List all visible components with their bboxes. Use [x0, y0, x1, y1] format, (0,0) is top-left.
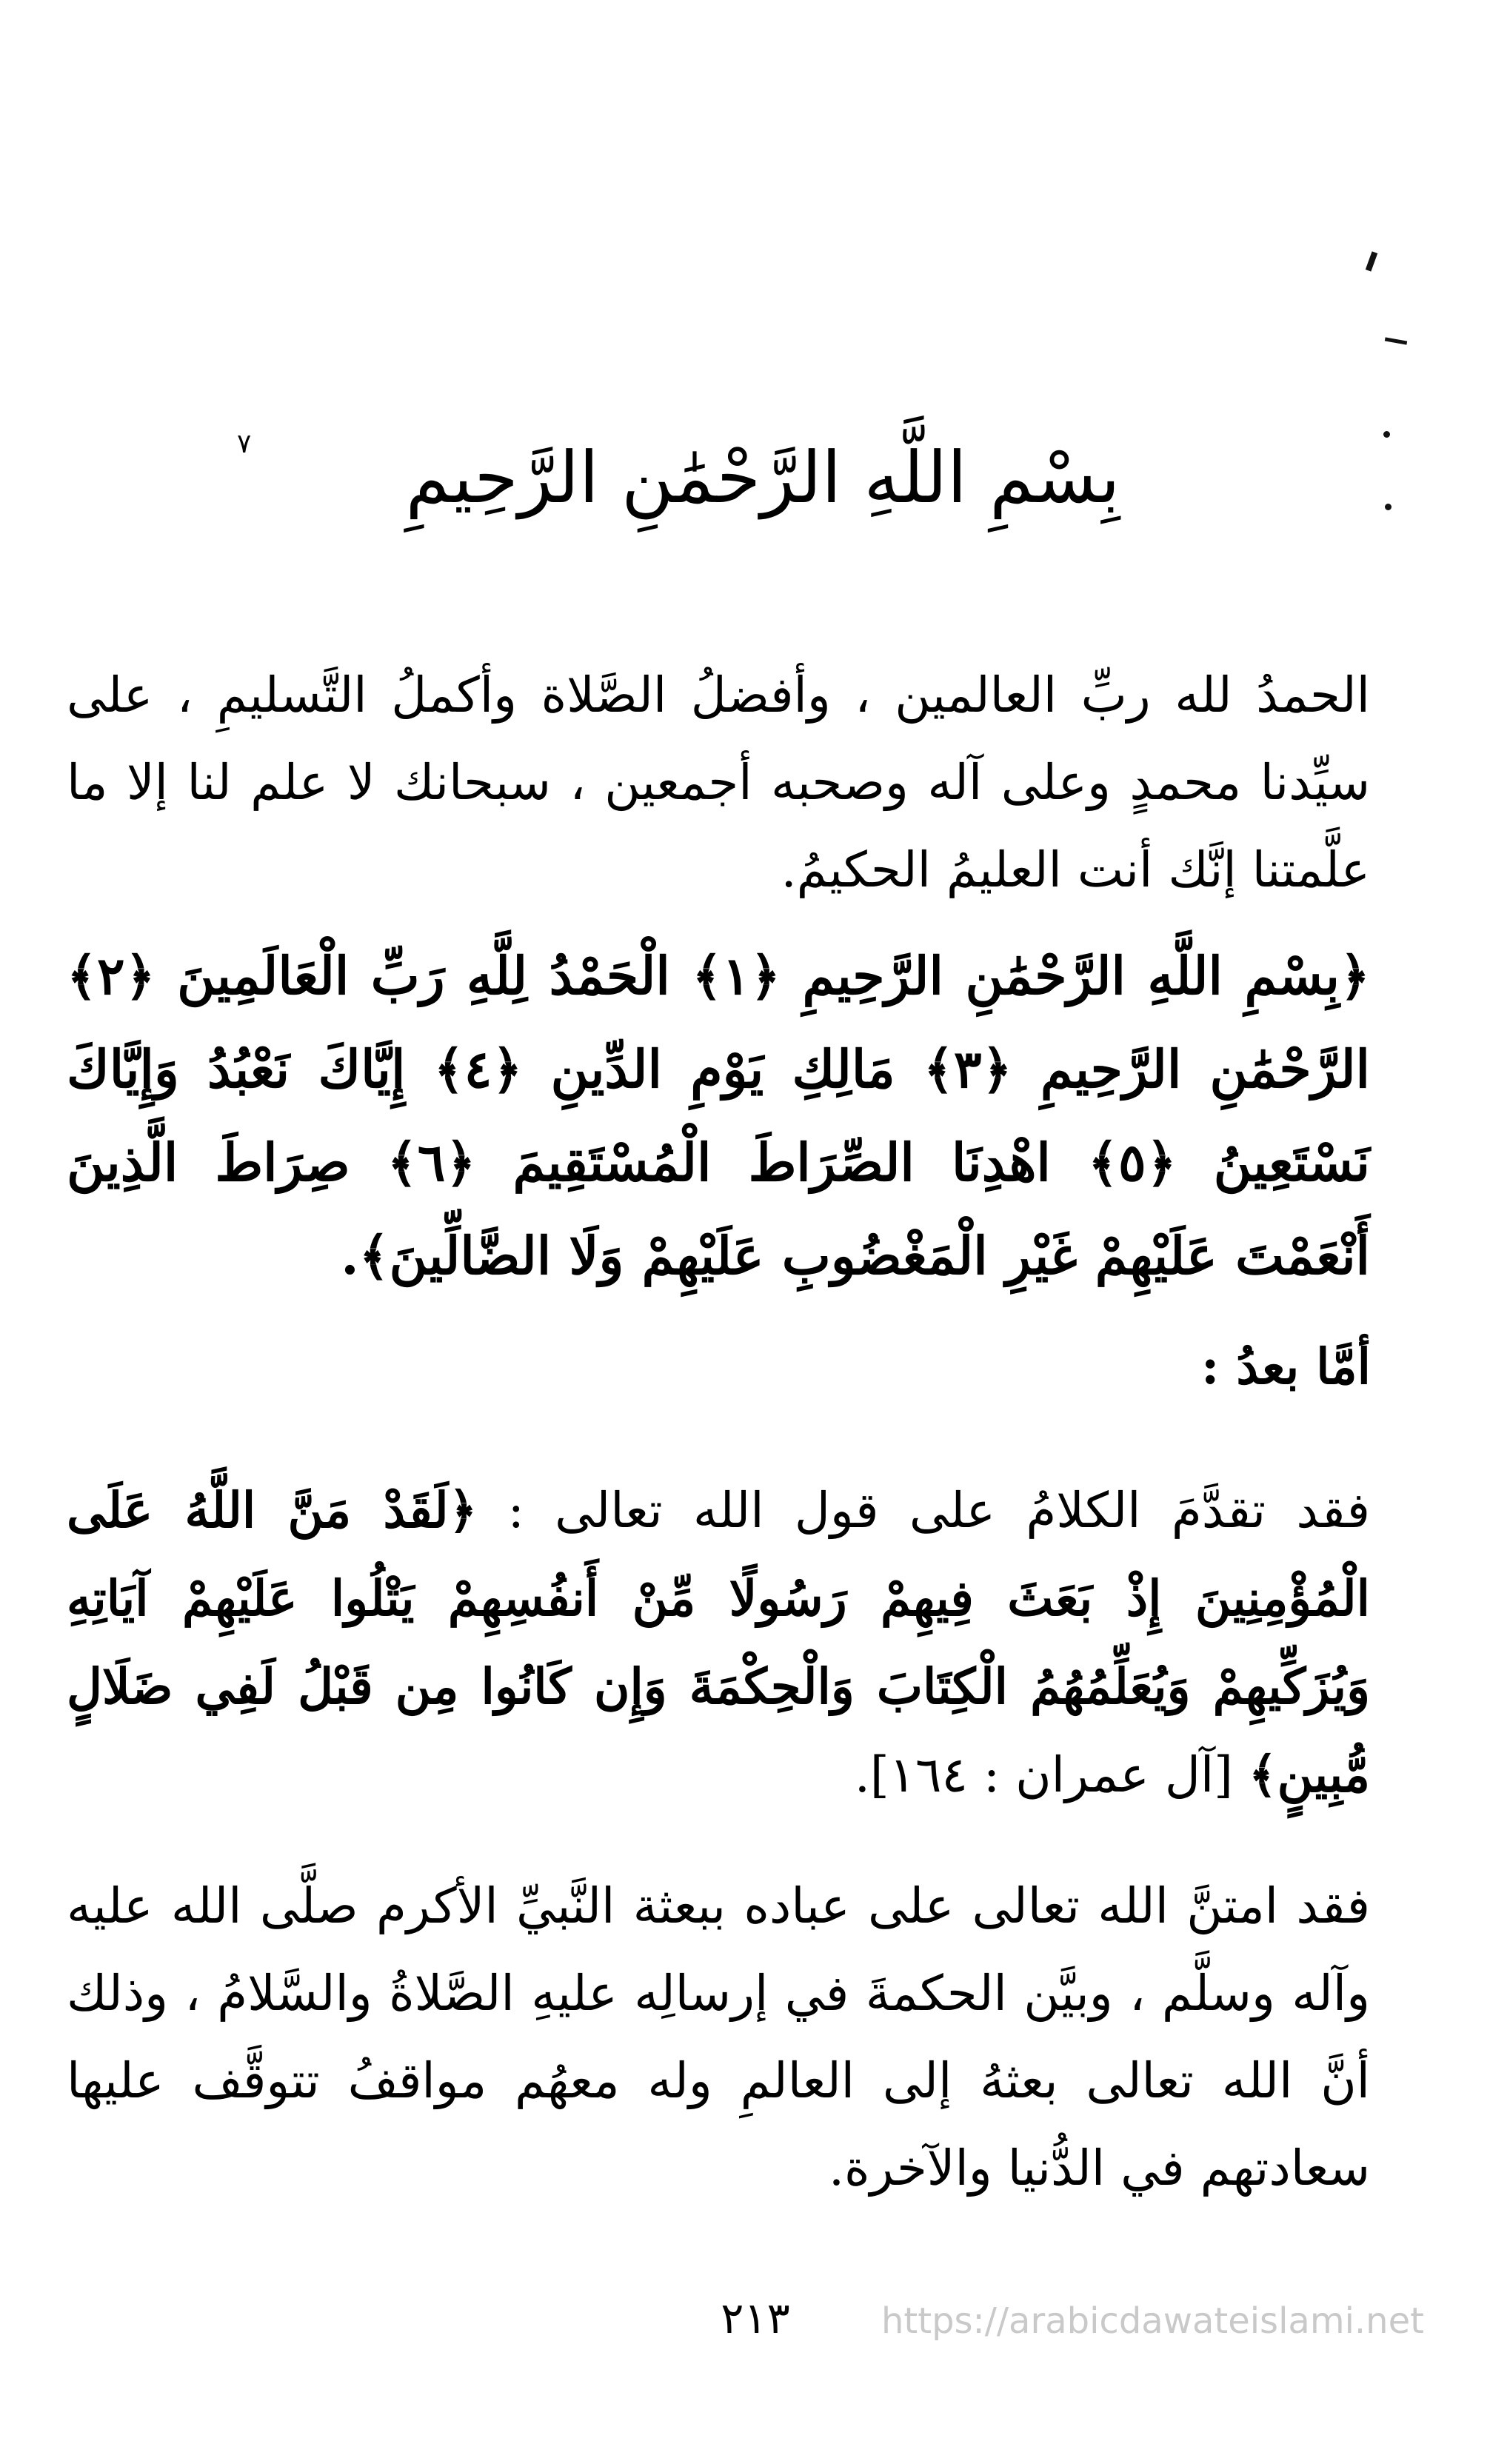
- quran-fatiha-passage: [67, 929, 1370, 1315]
- margin-dot: [1385, 504, 1392, 510]
- basmala-heading: بِسْمِ اللَّهِ الرَّحْمَٰنِ الرَّحِيمِ: [405, 436, 1120, 519]
- verse-quote: ﴿لَقَدْ مَنَّ اللَّهُ عَلَى الْمُؤْمِنِينَ إِذْ بَعَثَ فِيهِمْ رَسُولًا مِّنْ أَنفُسِهِمْ يَتْلُوا عَلَيْهِمْ آيَاتِهِ وَيُزَكِّيهِمْ وَيُعَلِّمُهُمُ الْكِتَابَ وَالْحِكْمَةَ وَإِن كَانُوا مِن قَبْلُ لَفِي ضَلَالٍ مُّبِينٍ﴾: [67, 1481, 1370, 1803]
- verse-paragraph: [67, 1466, 1370, 1852]
- closing-paragraph: [67, 1863, 1370, 2218]
- closing-paragraph-text: فقد امتنَّ الله تعالى على عباده ببعثة النَّبيِّ الأكرم صلَّى الله عليه وآله وسلَّم ، وبيَّن الحكمةَ في إرسالِه عليهِ الصَّلاةُ والسَّلامُ ، وذلك أنَّ الله تعالى بعثهُ إلى العالمِ وله معهُم مواقفُ تتوقَّف عليها سعادتهم في الدُّنيا والآخرة.: [67, 1877, 1370, 2197]
- margin-mark: [1385, 337, 1407, 344]
- margin-dot: [1383, 431, 1390, 438]
- watermark-url: https://arabicdawateislami.net: [881, 2300, 1424, 2342]
- verse-lead: فقد تقدَّمَ الكلامُ على قول الله تعالى :: [477, 1482, 1370, 1539]
- intro-paragraph: [67, 652, 1370, 918]
- basmala-verse-marker: ٧: [237, 429, 252, 459]
- verse-citation: [آل عمران : ١٦٤].: [854, 1746, 1249, 1803]
- section-heading: أمَّا بعدُ :: [1201, 1338, 1371, 1395]
- verse-paragraph-text: [67, 1466, 1370, 1819]
- page-number: ٢١٣: [721, 2293, 790, 2343]
- quran-fatiha-text: ﴿بِسْمِ اللَّهِ الرَّحْمَٰنِ الرَّحِيمِ ﴿١﴾ الْحَمْدُ لِلَّهِ رَبِّ الْعَالَمِينَ ﴿٢﴾ الرَّحْمَٰنِ الرَّحِيمِ ﴿٣﴾ مَالِكِ يَوْمِ الدِّينِ ﴿٤﴾ إِيَّاكَ نَعْبُدُ وَإِيَّاكَ نَسْتَعِينُ ﴿٥﴾ اهْدِنَا الصِّرَاطَ الْمُسْتَقِيمَ ﴿٦﴾ صِرَاطَ الَّذِينَ أَنْعَمْتَ عَلَيْهِمْ غَيْرِ الْمَغْضُوبِ عَلَيْهِمْ وَلَا الضَّالِّينَ﴾.: [67, 945, 1370, 1286]
- intro-text: الحمدُ لله ربِّ العالمين ، وأفضلُ الصَّلاة وأكملُ التَّسليمِ ، على سيِّدنا محمدٍ وعلى آله وصحبه أجمعين ، سبحانك لا علم لنا إلا ما علَّمتنا إنَّك أنت العليمُ الحكيمُ.: [67, 667, 1370, 898]
- margin-mark: [1366, 251, 1377, 271]
